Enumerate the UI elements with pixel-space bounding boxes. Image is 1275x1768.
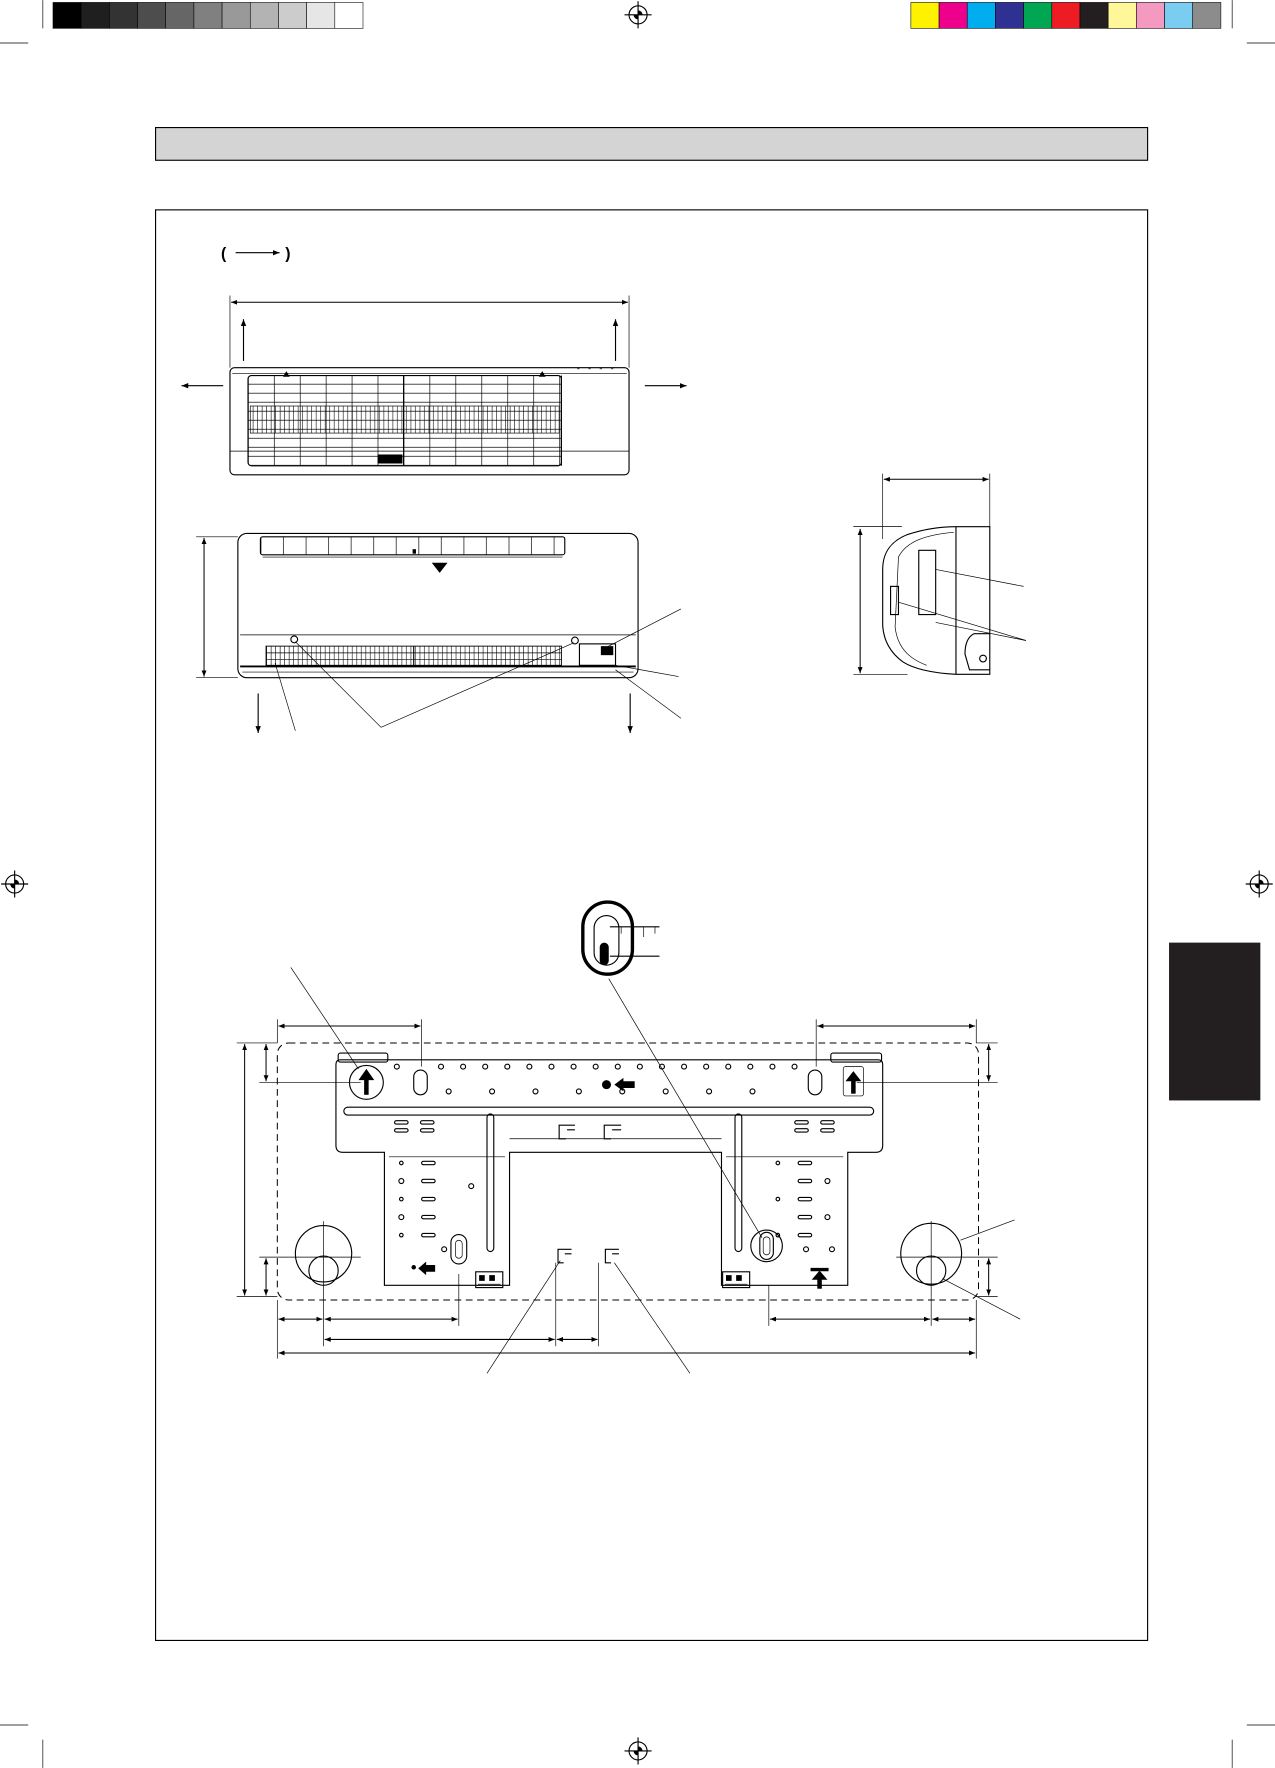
- extension-line: [853, 527, 907, 675]
- unit-side-view: [853, 474, 1025, 675]
- fixing-hole: [825, 1179, 830, 1184]
- leader-line: [606, 609, 680, 647]
- fixing-hole: [527, 1064, 532, 1069]
- registration-mark-icon: [625, 1, 652, 28]
- fixing-slot: [422, 1179, 436, 1182]
- color-swatch: [911, 2, 939, 28]
- color-swatch: [307, 2, 335, 28]
- leader-lines: [291, 967, 1020, 1373]
- fixing-hole: [825, 1215, 830, 1220]
- fixing-slot: [795, 1129, 809, 1132]
- fixing-hole: [750, 1089, 755, 1094]
- color-swatch: [138, 2, 166, 28]
- extension-line: [277, 1263, 976, 1359]
- color-swatch: [1136, 2, 1164, 28]
- color-swatch: [222, 2, 250, 28]
- fixing-hole: [707, 1089, 712, 1094]
- arrow-up-icon-head: [358, 1069, 374, 1080]
- front-panel-v-mark: [432, 563, 448, 573]
- extension-line: [857, 1043, 998, 1082]
- fixing-hole: [682, 1064, 687, 1069]
- color-swatch: [250, 2, 278, 28]
- screw-cover: [291, 636, 298, 643]
- fixing-slot: [795, 1121, 809, 1124]
- center-marker: [413, 549, 416, 554]
- color-swatch: [1080, 2, 1108, 28]
- plate-stiffening-rib: [344, 1107, 874, 1115]
- fixing-hole: [461, 1064, 466, 1069]
- legend-close-paren: ): [285, 245, 291, 263]
- leader-line: [936, 622, 1026, 640]
- fixing-hole: [637, 1064, 642, 1069]
- color-swatch: [335, 2, 363, 28]
- registration-cross: [625, 1737, 652, 1764]
- color-bar-right: [911, 2, 1221, 28]
- color-swatch: [109, 2, 137, 28]
- leader-line: [614, 1263, 690, 1373]
- color-swatch: [995, 2, 1023, 28]
- fixing-slot: [821, 1129, 835, 1132]
- receiver-window: [601, 646, 613, 655]
- color-swatch: [194, 2, 222, 28]
- section-side-tab: [1169, 943, 1260, 1101]
- color-swatch: [53, 2, 81, 28]
- fixing-slot: [395, 1129, 409, 1132]
- keyhole-right-inner: [763, 1237, 770, 1255]
- leg-vertical-slot-right: [735, 1114, 742, 1252]
- fixing-hole: [399, 1215, 404, 1220]
- center-clip-upper-left: [559, 1125, 575, 1139]
- arrow-up-icon-head: [845, 1071, 861, 1081]
- fixing-hole: [776, 1161, 780, 1165]
- keyhole-left-inner: [455, 1240, 462, 1258]
- fixing-hole: [663, 1089, 668, 1094]
- arrow-left-icon: [418, 1262, 435, 1276]
- color-swatch: [81, 2, 109, 28]
- fixing-slot: [422, 1233, 436, 1236]
- crop-mark-bottom-right: [1232, 1725, 1275, 1768]
- crop-mark-bottom-left: [0, 1725, 43, 1768]
- fixing-hole: [748, 1064, 753, 1069]
- fixing-hole: [394, 1064, 399, 1069]
- color-swatch: [939, 2, 967, 28]
- fixing-slot: [798, 1179, 812, 1182]
- fixing-hole: [576, 1089, 581, 1094]
- leader-line: [487, 1261, 560, 1374]
- fixing-hole: [400, 1161, 404, 1165]
- fixing-hole: [469, 1184, 474, 1189]
- plate-corner-tab-right: [831, 1053, 882, 1062]
- hook-teeth: [479, 1275, 495, 1281]
- color-bar-left: [53, 2, 363, 28]
- extension-line: [883, 474, 990, 539]
- fixing-slot: [395, 1121, 409, 1124]
- fixing-slot-right: [808, 1070, 822, 1095]
- unit-front-view: [196, 533, 681, 733]
- leader-line: [275, 663, 295, 731]
- keyhole-detail-inset: [583, 902, 660, 974]
- fixing-hole: [399, 1179, 404, 1184]
- extension-line: [230, 296, 629, 368]
- drain-port: [980, 655, 987, 662]
- fixing-slot: [422, 1215, 436, 1218]
- fixing-slot: [798, 1215, 812, 1218]
- leader-line: [942, 1279, 1020, 1320]
- grille-latch: [378, 454, 403, 463]
- legend-open-paren: (: [220, 245, 227, 263]
- leader-line: [291, 967, 359, 1068]
- color-swatch: [967, 2, 995, 28]
- fixing-hole: [439, 1064, 444, 1069]
- screw-cover: [572, 637, 579, 644]
- color-swatch: [1108, 2, 1136, 28]
- registration-cross: [625, 1, 652, 28]
- leg-vertical-slot-left: [487, 1114, 494, 1252]
- registration-mark-icon: [1, 870, 28, 897]
- leader-line: [616, 665, 679, 676]
- leader-line: [936, 569, 1024, 586]
- registration-cross: [1, 870, 28, 897]
- fixing-hole: [549, 1064, 554, 1069]
- center-dot-mark: [602, 1080, 611, 1089]
- leader-lines: [275, 609, 681, 731]
- fixing-slot: [420, 1129, 434, 1132]
- color-swatch: [1193, 2, 1221, 28]
- fixing-hole: [776, 1197, 780, 1201]
- side-filter-slot: [919, 550, 936, 614]
- side-panel-tab: [891, 586, 899, 614]
- fixing-hole: [704, 1064, 709, 1069]
- keyhole-left: [451, 1235, 467, 1264]
- fixing-slot: [798, 1233, 812, 1236]
- color-swatch: [1024, 2, 1052, 28]
- plate-dimensions: [237, 1019, 998, 1358]
- unit-top-view: [181, 296, 686, 475]
- color-swatch: [278, 2, 306, 28]
- fixing-hole: [400, 1197, 404, 1201]
- fixing-hole: [533, 1089, 538, 1094]
- airflow-legend: [221, 245, 291, 262]
- registration-mark-icon: [625, 1737, 652, 1764]
- fixing-hole: [593, 1064, 598, 1069]
- leader-line: [960, 1220, 1014, 1240]
- plate-corner-tab-left: [338, 1053, 388, 1062]
- pipe-hole-left: [289, 1221, 361, 1297]
- fixing-slot: [821, 1121, 835, 1124]
- leader-lines: [898, 569, 1025, 640]
- center-clip-lower-right: [605, 1249, 619, 1263]
- hole-center-lines: [896, 1221, 997, 1297]
- extension-line: [237, 1043, 278, 1297]
- fixing-hole: [726, 1064, 731, 1069]
- leader-line: [898, 602, 1025, 640]
- keyhole-right-detail-circle: [751, 1230, 783, 1262]
- keyhole-right: [760, 1232, 774, 1259]
- registration-cross: [1246, 870, 1273, 897]
- leg-dot-mark: [411, 1265, 416, 1270]
- bottom-foot: [965, 634, 990, 670]
- fixing-hole: [792, 1064, 797, 1069]
- arrow-up-icon-head: [812, 1271, 828, 1280]
- fixing-hole: [400, 1233, 404, 1237]
- color-swatch: [166, 2, 194, 28]
- leader-line: [616, 670, 681, 718]
- pipe-hole-right: [896, 1221, 997, 1297]
- fixing-hole: [490, 1089, 495, 1094]
- color-swatch: [1052, 2, 1080, 28]
- center-clip-upper-right: [604, 1125, 621, 1139]
- color-swatch: [1165, 2, 1193, 28]
- fixing-hole: [446, 1089, 451, 1094]
- front-panel-offset: [895, 532, 954, 665]
- registration-mark-icon: [1246, 870, 1273, 897]
- fixing-slot: [798, 1161, 812, 1164]
- fixing-hole: [770, 1064, 775, 1069]
- fixing-slot: [422, 1161, 436, 1164]
- grille-slat-band: [250, 406, 559, 433]
- crop-mark-top-left: [0, 0, 43, 43]
- fixing-slot: [798, 1197, 812, 1200]
- fixing-hole-pattern: [394, 1064, 834, 1252]
- fixing-hole: [829, 1247, 834, 1252]
- mounting-plate-outline: [336, 1060, 883, 1285]
- fixing-slot: [420, 1121, 434, 1124]
- crop-mark-top-right: [1232, 0, 1275, 43]
- leader-line: [609, 979, 762, 1238]
- fixing-slot-left: [414, 1070, 428, 1095]
- fixing-hole: [505, 1064, 510, 1069]
- extension-line: [196, 537, 238, 678]
- fixing-hole: [615, 1064, 620, 1069]
- fixing-hole: [804, 1247, 809, 1252]
- hook-teeth: [726, 1275, 742, 1281]
- inset-keyhole-fill: [600, 943, 609, 966]
- fixing-hole: [571, 1064, 576, 1069]
- fixing-hole: [483, 1064, 488, 1069]
- mounting-plate-drawing: [237, 967, 1020, 1373]
- header-bar: [156, 128, 1148, 161]
- fixing-hole: [442, 1247, 447, 1252]
- fixing-slot: [422, 1197, 436, 1200]
